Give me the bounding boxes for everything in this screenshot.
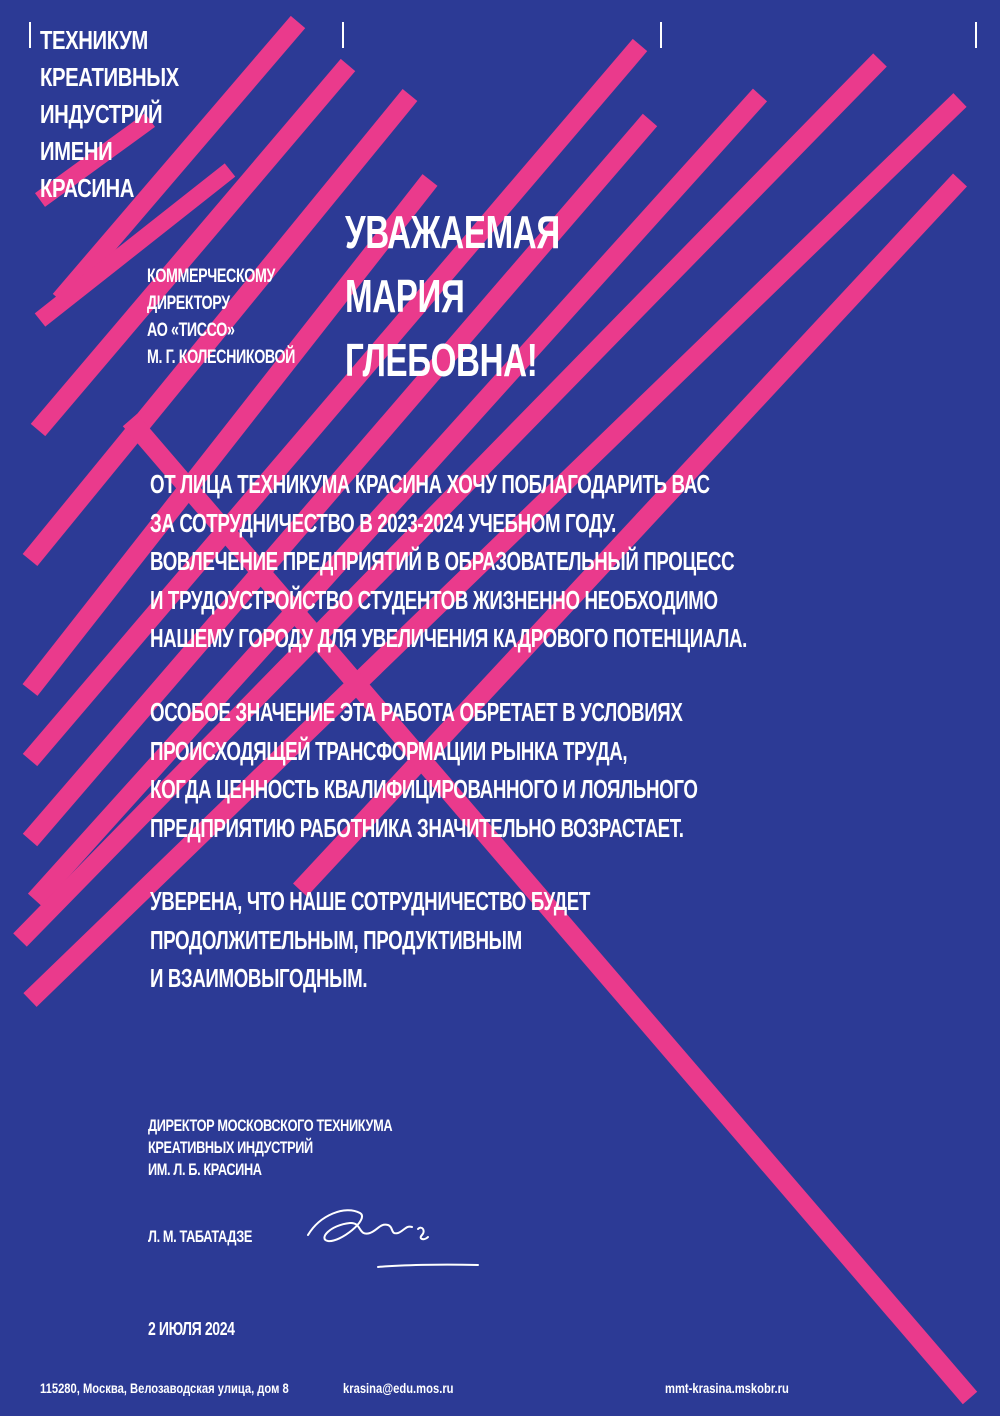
body-line: ПРОДОЛЖИТЕЛЬНЫМ, ПРОДУКТИВНЫМ	[150, 924, 522, 955]
body-line: ПРОИСХОДЯЩЕЙ ТРАНСФОРМАЦИИ РЫНКА ТРУДА,	[150, 735, 628, 766]
body-line: И ВЗАИМОВЫГОДНЫМ.	[150, 963, 368, 993]
greeting-line: УВАЖАЕМАЯ	[345, 206, 560, 258]
body-line: ОСОБОЕ ЗНАЧЕНИЕ ЭТА РАБОТА ОБРЕТАЕТ В УСЛОВИЯХ	[150, 697, 683, 727]
top-tick-mark-1	[29, 22, 31, 48]
body-line: И ТРУДОУСТРОЙСТВО СТУДЕНТОВ ЖИЗНЕННО НЕОБХОДИМО	[150, 584, 718, 615]
body-line: КОГДА ЦЕННОСТЬ КВАЛИФИЦИРОВАННОГО И ЛОЯЛЬНОГО	[150, 774, 698, 804]
institution-name	[40, 22, 179, 207]
signatory-title	[148, 1115, 392, 1181]
addressee-line: АО «ТИССО»	[147, 320, 235, 341]
greeting-line: ГЛЕБОВНА!	[345, 334, 538, 386]
greeting-heading	[345, 200, 560, 392]
addressee-line: КОММЕРЧЕСКОМУ	[147, 266, 275, 287]
signatory-title-line: КРЕАТИВНЫХ ИНДУСТРИЙ	[148, 1138, 313, 1157]
body-line: ЗА СОТРУДНИЧЕСТВО В 2023-2024 УЧЕБНОМ ГОДУ.	[150, 507, 617, 538]
body-line: НАШЕМУ ГОРОДУ ДЛЯ УВЕЛИЧЕНИЯ КАДРОВОГО ПОТЕНЦИАЛА.	[150, 623, 748, 653]
body-paragraph-2	[150, 693, 698, 847]
institution-line: ИНДУСТРИЙ	[40, 99, 163, 129]
handwritten-signature	[300, 1195, 480, 1275]
letter-date: 2 ИЮЛЯ 2024	[148, 1319, 235, 1339]
footer-address: 115280, Москва, Велозаводская улица, дом 8	[40, 1380, 289, 1396]
body-line: ПРЕДПРИЯТИЮ РАБОТНИКА ЗНАЧИТЕЛЬНО ВОЗРАСТАЕТ.	[150, 812, 684, 843]
signatory-title-line: ДИРЕКТОР МОСКОВСКОГО ТЕХНИКУМА	[148, 1116, 393, 1135]
addressee-block	[147, 263, 295, 371]
signatory-title-line: ИМ. Л. Б. КРАСИНА	[148, 1160, 262, 1179]
top-tick-mark-4	[975, 22, 977, 48]
signatory-name: Л. М. ТАБАТАДЗЕ	[148, 1227, 252, 1246]
footer-website[interactable]: mmt-krasina.mskobr.ru	[665, 1380, 789, 1396]
addressee-line: М. Г. КОЛЕСНИКОВОЙ	[147, 347, 296, 368]
top-tick-mark-3	[660, 22, 662, 48]
greeting-line: МАРИЯ	[345, 270, 465, 322]
body-paragraph-1	[150, 465, 747, 658]
body-paragraph-3	[150, 882, 590, 998]
body-line: ОТ ЛИЦА ТЕХНИКУМА КРАСИНА ХОЧУ ПОБЛАГОДАРИТЬ ВАС	[150, 469, 710, 499]
institution-line: ТЕХНИКУМ	[40, 25, 148, 55]
addressee-line: ДИРЕКТОРУ	[147, 293, 230, 314]
institution-line: ИМЕНИ	[40, 136, 113, 166]
institution-line: КРЕАТИВНЫХ	[40, 62, 179, 92]
institution-line: КРАСИНА	[40, 173, 135, 203]
top-tick-mark-2	[342, 22, 344, 48]
body-line: УВЕРЕНА, ЧТО НАШЕ СОТРУДНИЧЕСТВО БУДЕТ	[150, 886, 590, 916]
footer-email[interactable]: krasina@edu.mos.ru	[343, 1380, 454, 1396]
body-line: ВОВЛЕЧЕНИЕ ПРЕДПРИЯТИЙ В ОБРАЗОВАТЕЛЬНЫЙ ПРОЦЕСС	[150, 546, 735, 576]
